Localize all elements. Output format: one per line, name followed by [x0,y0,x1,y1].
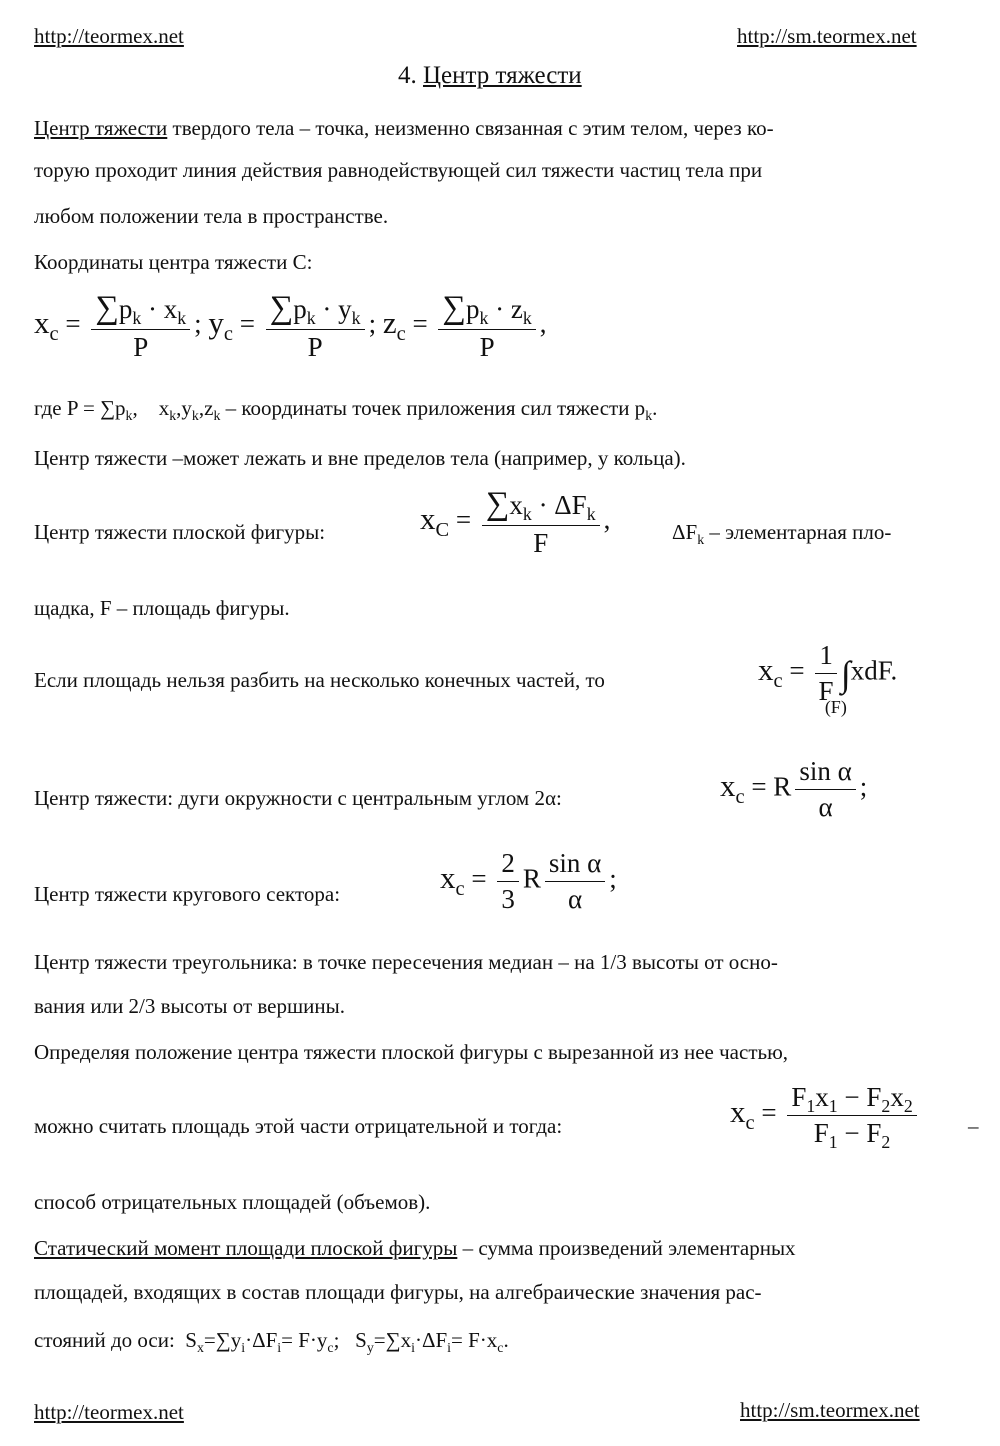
flat-figure-line-2: щадка, F – площадь фигуры. [34,596,290,620]
static-moment-term: Статический момент площади плоской фигуры [34,1236,458,1260]
formula-integral: $x_c$ = $\frac{1}{F}$ ∫ (F) xdF. [758,640,898,717]
negative-line-3: способ отрицательных площадей (объемов). [34,1190,431,1214]
formula-center-coords: $x_c$ = $\frac{\sum p_k \cdot x_k}{P}$ ; $y_c$ = $\frac{\sum p_k \cdot y_k}{P}$ ; $z_c$ = $\frac{\sum p_k \cdot z_k}{P}$ , [34,290,547,362]
formula-sector: $x_c$ = $\frac{2}{3}$ R $\frac{\text{sin α}}{\alpha}$ ; [440,848,617,914]
triangle-line-1: Центр тяжести треугольника: в точке пересечения медиан – на 1/3 высоты от осно- [34,950,778,974]
title-number: 4. [398,62,423,89]
sector-label: Центр тяжести кругового сектора: [34,882,341,906]
definition-line-1: Центр тяжести твердого тела – точка, неизменно связанная с этим телом, через ко- [34,116,774,140]
header-link-left[interactable]: http://teormex.net [34,24,184,48]
static-moment-line-1: Статический момент площади плоской фигуры – сумма произведений элементарных [34,1236,796,1260]
title-text: Центр тяжести [423,62,582,89]
header-link-right[interactable]: http://sm.teormex.net [737,24,917,48]
footer-link-right[interactable]: http://sm.teormex.net [740,1398,920,1422]
negative-line-2: можно считать площадь этой части отрицательной и тогда: [34,1114,563,1138]
definition-term: Центр тяжести [34,116,168,140]
static-moment-line-2: площадей, входящих в состав площади фигуры, на алгебраические значения рас- [34,1280,762,1304]
integral-label: Если площадь нельзя разбить на несколько конечных частей, то [34,668,605,692]
definition-line-3: любом положении тела в пространстве. [34,204,389,228]
coords-label: Координаты центра тяжести С: [34,250,313,274]
formula-negative-areas: $x_c$ = $\frac{F_1x_1 - F_2x_2}{F_1 - F_2}$ [730,1082,921,1149]
formula-static-moment: $S_x=\sum y_i\cdot\Delta F_i= F\cdot y_c$; $S_y=\sum x_i\cdot\Delta F_i= F\cdot x_c$. [185,1328,509,1355]
flat-figure-label: Центр тяжести плоской фигуры: [34,520,326,544]
where-line: где $P = \sum p_k$, $x_k,y_k,z_k$ – координаты точек приложения сил тяжести $p_k$. [34,396,658,423]
arc-label: Центр тяжести: дуги окружности с центральным углом 2α: [34,786,562,810]
negative-dash: – [968,1114,979,1138]
page-title [398,62,582,90]
footer-link-left[interactable]: http://teormex.net [34,1400,184,1424]
triangle-line-2: вания или 2/3 высоты от вершины. [34,994,346,1018]
flat-figure-after: $\Delta F_k$ – элементарная пло- [672,520,892,547]
static-moment-line-3: стояний до оси: $S_x=\sum y_i\cdot\Delta F_i= F\cdot y_c$; $S_y=\sum x_i\cdot\Delta F_i= F\cdot x_c$. [34,1328,509,1355]
outside-line: Центр тяжести –может лежать и вне пределов тела (например, у кольца). [34,446,686,470]
formula-flat-figure: $x_C$ = $\frac{\sum x_k \cdot \Delta F_k}{F}$ , [420,486,611,558]
definition-line-2: торую проходит линия действия равнодействующей сил тяжести частиц тела при [34,158,763,182]
negative-line-1: Определяя положение центра тяжести плоской фигуры с вырезанной из нее частью, [34,1040,789,1064]
formula-arc: $x_c = R$ $\frac{\text{sin α}}{\alpha}$ ; [720,756,868,822]
